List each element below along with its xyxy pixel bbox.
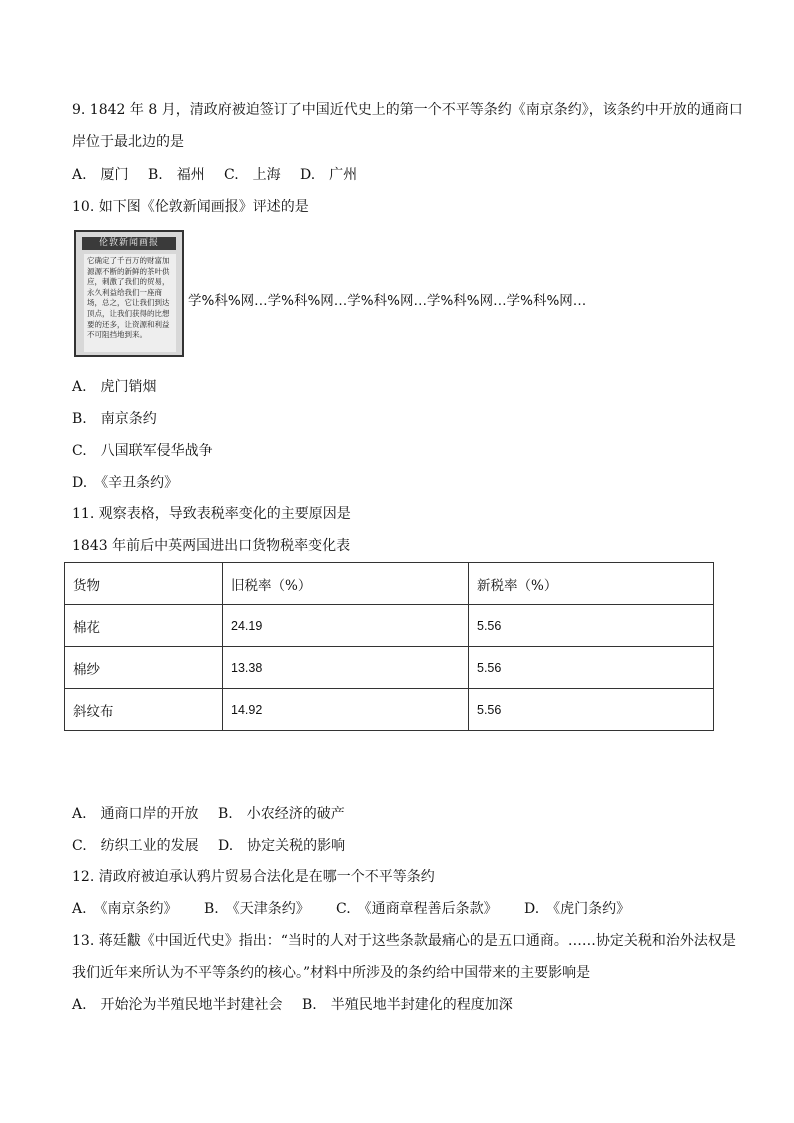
header-old-rate: 旧税率（%） bbox=[223, 563, 469, 605]
table-header-row bbox=[65, 563, 714, 605]
q9-option-d[interactable]: D. 广州 bbox=[300, 167, 358, 183]
q13-option-a[interactable]: A. 开始沦为半殖民地半封建社会 bbox=[72, 997, 283, 1013]
q10-option-c[interactable]: C. 八国联军侵华战争 bbox=[72, 443, 213, 459]
q11-options-row2 bbox=[72, 837, 345, 855]
q13-stem-line2: 我们近年来所认为不平等条约的核心。”材料中所涉及的条约给中国带来的主要影响是 bbox=[72, 965, 591, 981]
q10-option-a[interactable]: A. 虎门销烟 bbox=[72, 379, 157, 395]
cell-goods: 棉花 bbox=[65, 605, 223, 647]
newspaper-figure bbox=[74, 230, 184, 357]
figure-caption: 学%科%网…学%科%网…学%科%网…学%科%网…学%科%网… bbox=[188, 293, 587, 309]
q9-stem-line2: 岸位于最北边的是 bbox=[72, 134, 184, 150]
q11-stem: 11. 观察表格，导致表税率变化的主要原因是 bbox=[72, 506, 351, 522]
figure-text: 它确定了千百万的财富加源源不断的新鲜的茶叶供应，刺激了我们的贸易，永久利益给我们一座商场，总之，它让我们到达顶点，让我们获得的比想要的还多，让资源和利益不可阻挡地到来。 bbox=[84, 254, 176, 352]
header-goods: 货物 bbox=[65, 563, 223, 605]
q9-option-b[interactable]: B. 福州 bbox=[148, 167, 205, 183]
table-row bbox=[65, 605, 714, 647]
cell-new-rate: 5.56 bbox=[469, 647, 714, 689]
cell-goods: 斜纹布 bbox=[65, 689, 223, 731]
q9-option-c[interactable]: C. 上海 bbox=[224, 167, 281, 183]
q11-option-d[interactable]: D. 协定关税的影响 bbox=[218, 838, 346, 854]
cell-new-rate: 5.56 bbox=[469, 605, 714, 647]
q12-option-b[interactable]: B. 《天津条约》 bbox=[204, 901, 310, 917]
q12-option-d[interactable]: D. 《虎门条约》 bbox=[524, 901, 631, 917]
q13-options bbox=[72, 996, 513, 1014]
header-new-rate: 新税率（%） bbox=[469, 563, 714, 605]
q9-option-a[interactable]: A. 厦门 bbox=[72, 167, 129, 183]
table-row bbox=[65, 647, 714, 689]
q13-stem-line1: 13. 蒋廷黻《中国近代史》指出：“当时的人对于这些条款最痛心的是五口通商。……协定关税和治外法权是 bbox=[72, 933, 736, 949]
q13-option-b[interactable]: B. 半殖民地半封建化的程度加深 bbox=[302, 997, 513, 1013]
figure-title: 伦敦新闻画报 bbox=[82, 237, 176, 250]
tax-rate-table bbox=[64, 562, 714, 731]
q10-option-b[interactable]: B. 南京条约 bbox=[72, 411, 157, 427]
cell-old-rate: 13.38 bbox=[223, 647, 469, 689]
q12-stem: 12. 清政府被迫承认鸦片贸易合法化是在哪一个不平等条约 bbox=[72, 869, 435, 885]
q11-option-c[interactable]: C. 纺织工业的发展 bbox=[72, 838, 199, 854]
table-title: 1843 年前后中英两国进出口货物税率变化表 bbox=[72, 538, 351, 554]
q10-stem: 10. 如下图《伦敦新闻画报》评述的是 bbox=[72, 199, 309, 215]
q9-options bbox=[72, 166, 357, 184]
cell-new-rate: 5.56 bbox=[469, 689, 714, 731]
q11-option-b[interactable]: B. 小农经济的破产 bbox=[218, 806, 345, 822]
q12-option-c[interactable]: C. 《通商章程善后条款》 bbox=[336, 901, 498, 917]
cell-old-rate: 24.19 bbox=[223, 605, 469, 647]
q10-option-d[interactable]: D. 《辛丑条约》 bbox=[72, 475, 179, 491]
table-row bbox=[65, 689, 714, 731]
q9-stem-line1: 9. 1842 年 8 月，清政府被迫签订了中国近代史上的第一个不平等条约《南京条约》，该条约中开放的通商口 bbox=[72, 102, 743, 118]
cell-goods: 棉纱 bbox=[65, 647, 223, 689]
cell-old-rate: 14.92 bbox=[223, 689, 469, 731]
q12-option-a[interactable]: A. 《南京条约》 bbox=[72, 901, 178, 917]
q12-options bbox=[72, 900, 630, 918]
q11-option-a[interactable]: A. 通商口岸的开放 bbox=[72, 806, 199, 822]
q11-options-row1 bbox=[72, 805, 345, 823]
